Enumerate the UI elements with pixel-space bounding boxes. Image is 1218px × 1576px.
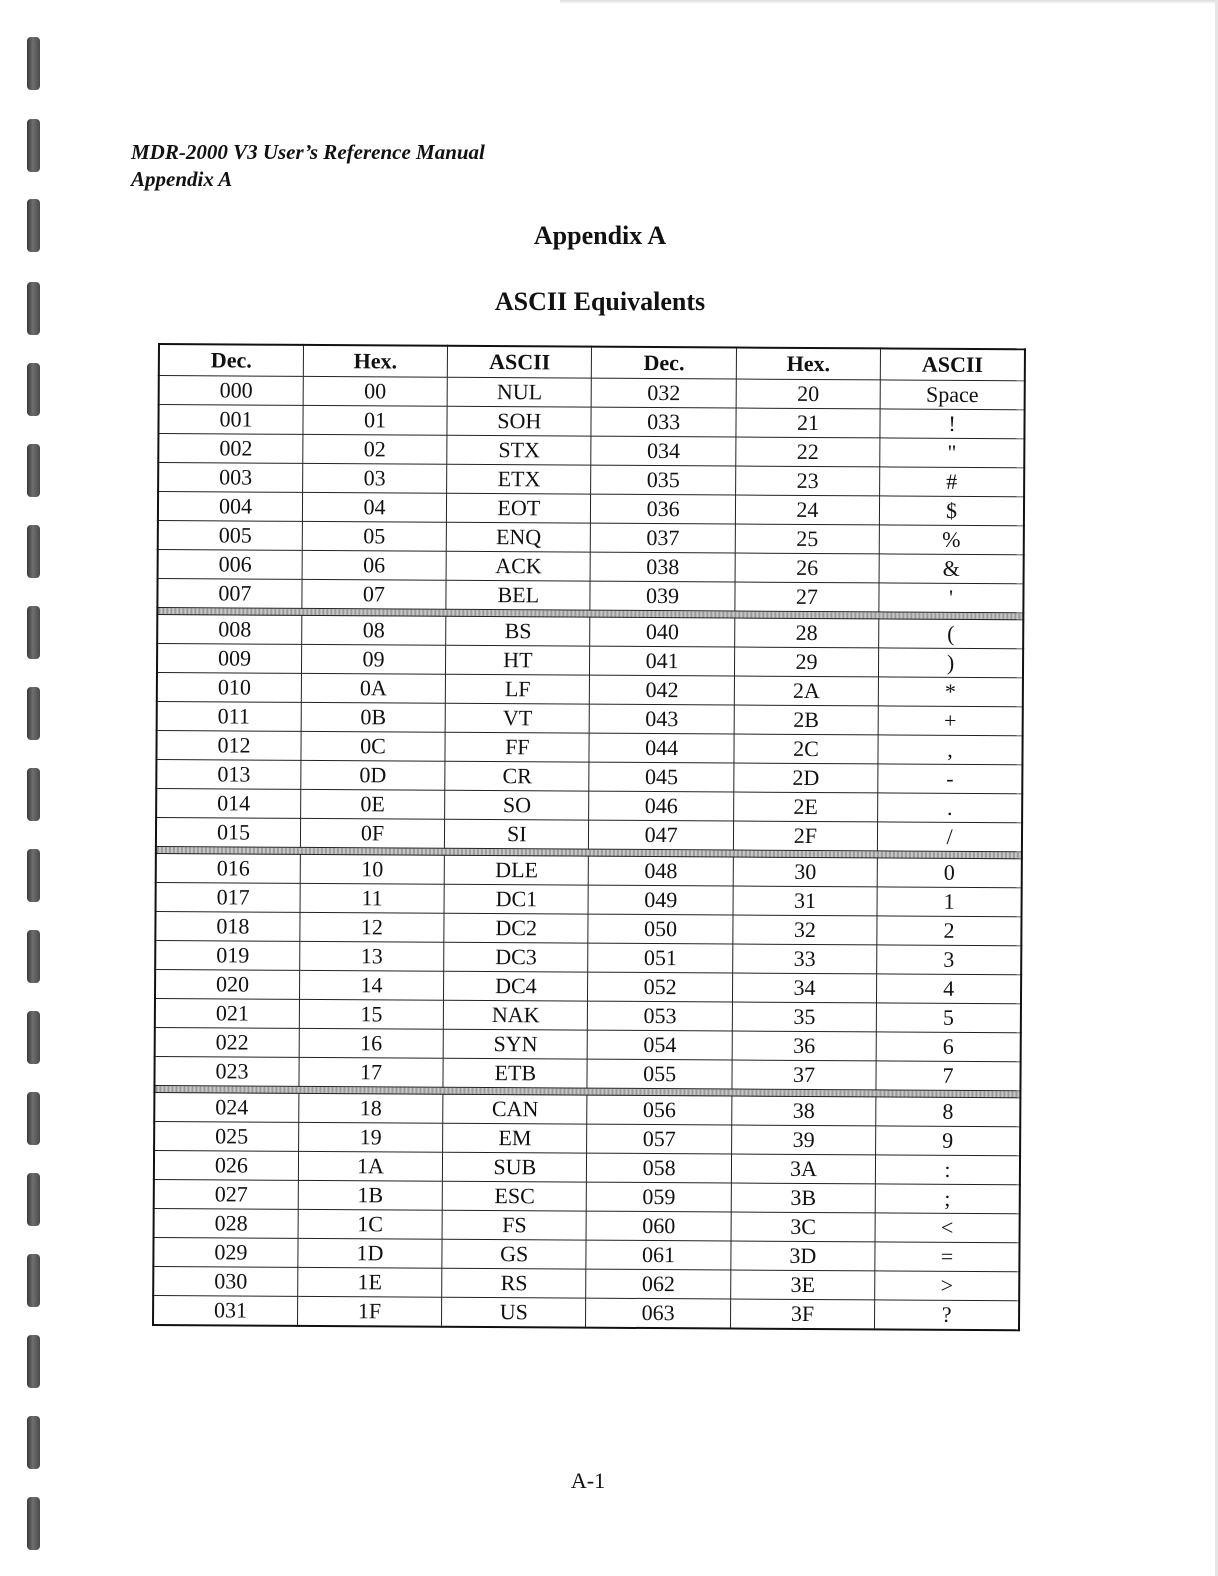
cell-ascii: HT [446,645,591,675]
cell-dec: 057 [587,1124,732,1154]
cell-hex: 27 [735,582,880,612]
cell-ascii: FF [445,732,590,762]
cell-dec: 055 [587,1059,732,1089]
cell-hex: 1A [298,1151,443,1181]
cell-dec: 015 [156,817,301,847]
cell-dec: 034 [591,436,736,466]
cell-dec: 061 [586,1240,731,1270]
cell-hex: 05 [302,521,447,551]
cell-dec: 020 [155,969,300,999]
cell-ascii: ' [879,583,1024,613]
cell-hex: 21 [736,408,881,438]
cell-ascii: 2 [877,916,1022,946]
cell-dec: 056 [587,1095,732,1125]
cell-dec: 038 [591,552,736,582]
binder-hole [27,363,40,416]
cell-hex: 32 [733,915,878,945]
section-label: Appendix A [131,167,233,191]
cell-hex: 36 [732,1031,877,1061]
cell-ascii: NUL [447,377,592,407]
cell-ascii: ENQ [446,522,591,552]
cell-dec: 030 [153,1266,298,1296]
cell-hex: 04 [302,492,447,522]
cell-dec: 023 [154,1056,299,1086]
binder-hole [27,930,40,983]
cell-hex: 15 [299,999,444,1029]
cell-dec: 014 [156,788,301,818]
cell-hex: 13 [299,941,444,971]
ascii-table [152,343,1026,1331]
cell-hex: 37 [732,1060,877,1090]
cell-hex: 30 [733,857,878,887]
cell-ascii: FS [442,1210,587,1240]
cell-hex: 35 [732,1002,877,1032]
column-header-dec: Dec. [159,344,304,376]
cell-hex: 34 [732,973,877,1003]
column-header-hex: Hex. [303,345,448,377]
cell-hex: 1C [298,1209,443,1239]
cell-ascii: NAK [443,1000,588,1030]
cell-ascii: , [878,735,1023,765]
binder-hole [27,1416,40,1469]
column-header-dec: Dec. [592,347,737,379]
cell-dec: 043 [590,704,735,734]
cell-dec: 008 [157,615,302,645]
cell-ascii: # [880,467,1025,497]
cell-dec: 031 [153,1295,298,1325]
cell-ascii: SO [445,790,590,820]
cell-ascii: 8 [876,1097,1021,1127]
cell-dec: 026 [154,1150,299,1180]
cell-dec: 045 [589,762,734,792]
cell-dec: 005 [158,521,303,551]
cell-hex: 29 [734,647,879,677]
cell-ascii: BEL [446,580,591,610]
cell-ascii: ETX [447,464,592,494]
cell-ascii: ACK [446,551,591,581]
page-number: A-1 [570,1468,606,1493]
cell-hex: 3A [731,1154,876,1184]
cell-ascii: $ [880,496,1025,526]
cell-ascii: RS [442,1268,587,1298]
cell-ascii: * [878,677,1023,707]
binder-hole [27,768,40,821]
cell-hex: 20 [736,379,881,409]
cell-dec: 025 [154,1121,299,1151]
cell-hex: 16 [299,1028,444,1058]
cell-ascii: & [879,554,1024,584]
table-row [153,1295,1019,1330]
cell-hex: 00 [303,376,448,406]
cell-dec: 002 [158,434,303,464]
table-body [153,376,1025,1331]
cell-ascii: LF [445,674,590,704]
cell-hex: 18 [299,1093,444,1123]
cell-dec: 039 [590,581,735,611]
binder-hole [27,849,40,902]
cell-hex: 1F [297,1296,442,1326]
cell-hex: 23 [735,466,880,496]
cell-hex: 25 [735,524,880,554]
cell-dec: 021 [155,998,300,1028]
cell-dec: 012 [156,730,301,760]
cell-dec: 007 [157,579,302,609]
cell-hex: 38 [732,1096,877,1126]
cell-ascii: CR [445,761,590,791]
binder-hole [27,1254,40,1307]
cell-dec: 016 [156,853,301,883]
cell-hex: 1E [298,1267,443,1297]
cell-ascii: . [878,793,1023,823]
cell-ascii: 9 [876,1126,1021,1156]
cell-hex: 2A [734,676,879,706]
binder-hole [27,37,40,90]
cell-hex: 19 [298,1122,443,1152]
binder-hole [27,687,40,740]
table-title: ASCII Equivalents [494,287,706,316]
cell-ascii: ESC [442,1181,587,1211]
binder-hole [27,1011,40,1064]
column-header-ascii: ASCII [880,348,1025,380]
cell-ascii: 5 [876,1003,1021,1033]
cell-hex: 2F [733,821,878,851]
cell-hex: 39 [731,1125,876,1155]
cell-hex: 02 [303,434,448,464]
cell-ascii: ( [879,619,1024,649]
cell-ascii: : [876,1155,1021,1185]
cell-dec: 050 [588,914,733,944]
cell-hex: 01 [303,405,448,435]
cell-dec: 000 [159,376,304,406]
cell-ascii: ETB [443,1058,588,1088]
binder-hole [27,525,40,578]
cell-ascii: / [878,822,1023,852]
cell-hex: 03 [302,463,447,493]
cell-hex: 12 [300,912,445,942]
running-header [131,139,485,193]
cell-hex: 17 [299,1057,444,1087]
cell-ascii: VT [445,703,590,733]
cell-hex: 1D [298,1238,443,1268]
cell-hex: 11 [300,883,445,913]
cell-dec: 053 [588,1001,733,1031]
cell-dec: 033 [591,407,736,437]
cell-dec: 018 [155,911,300,941]
cell-hex: 07 [302,579,447,609]
cell-hex: 2E [733,792,878,822]
column-header-hex: Hex. [736,348,881,380]
cell-ascii: CAN [443,1094,588,1124]
cell-dec: 051 [588,943,733,973]
cell-ascii: = [875,1242,1020,1272]
cell-hex: 28 [734,618,879,648]
cell-ascii: 7 [876,1061,1021,1091]
cell-dec: 054 [588,1030,733,1060]
cell-hex: 3E [730,1270,875,1300]
cell-dec: 062 [586,1269,731,1299]
cell-dec: 059 [587,1182,732,1212]
cell-dec: 011 [157,701,302,731]
cell-hex: 08 [301,615,446,645]
cell-hex: 2C [734,734,879,764]
cell-dec: 029 [153,1237,298,1267]
cell-dec: 009 [157,644,302,674]
cell-ascii: SI [445,819,590,849]
cell-hex: 26 [735,553,880,583]
cell-hex: 0B [301,702,446,732]
binder-hole [27,1173,40,1226]
cell-ascii: BS [446,616,591,646]
cell-hex: 09 [301,644,446,674]
cell-dec: 006 [158,550,303,580]
binder-hole [27,1335,40,1388]
cell-dec: 010 [157,672,302,702]
column-header-ascii: ASCII [447,346,592,378]
cell-hex: 3B [731,1183,876,1213]
cell-ascii: > [875,1271,1020,1301]
binder-hole [27,444,40,497]
cell-ascii: ; [875,1184,1020,1214]
cell-ascii: % [879,525,1024,555]
cell-dec: 049 [589,885,734,915]
cell-dec: 052 [588,972,733,1002]
cell-hex: 3C [731,1212,876,1242]
cell-ascii: ! [880,409,1025,439]
cell-hex: 31 [733,886,878,916]
cell-hex: 22 [736,437,881,467]
cell-dec: 028 [154,1208,299,1238]
cell-ascii: < [875,1213,1020,1243]
table-header-row [159,344,1025,381]
manual-title: MDR-2000 V3 User’s Reference Manual [131,140,485,164]
appendix-title: Appendix A [533,221,667,250]
cell-dec: 037 [591,523,736,553]
cell-ascii: US [442,1297,587,1327]
cell-dec: 040 [590,617,735,647]
cell-dec: 060 [587,1211,732,1241]
cell-ascii: 0 [877,858,1022,888]
cell-dec: 027 [154,1179,299,1209]
cell-ascii: 4 [877,974,1022,1004]
cell-dec: 001 [158,405,303,435]
cell-hex: 2B [734,705,879,735]
cell-hex: 0D [301,760,446,790]
cell-ascii: 1 [877,887,1022,917]
cell-ascii: SYN [443,1029,588,1059]
cell-hex: 3F [730,1299,875,1329]
cell-ascii: ? [875,1300,1020,1330]
page-top-shadow [560,0,1218,4]
binder-hole [27,1092,40,1145]
cell-dec: 058 [587,1153,732,1183]
cell-hex: 0C [301,731,446,761]
cell-hex: 3D [731,1241,876,1271]
cell-ascii: DLE [444,855,589,885]
ascii-table-container [152,343,1026,1331]
cell-ascii: EM [443,1123,588,1153]
cell-hex: 0F [300,818,445,848]
cell-hex: 24 [735,495,880,525]
binder-hole [27,1497,40,1550]
cell-ascii: DC1 [444,884,589,914]
cell-hex: 1B [298,1180,443,1210]
cell-dec: 022 [155,1027,300,1057]
cell-dec: 017 [156,882,301,912]
cell-ascii: 6 [876,1032,1021,1062]
cell-ascii: SOH [447,406,592,436]
cell-dec: 035 [591,465,736,495]
cell-ascii: ) [879,648,1024,678]
binder-hole [27,119,40,172]
cell-dec: 013 [156,759,301,789]
cell-ascii: - [878,764,1023,794]
cell-ascii: Space [880,380,1025,410]
cell-hex: 10 [300,854,445,884]
cell-hex: 06 [302,550,447,580]
binder-hole [27,606,40,659]
cell-hex: 2D [734,763,879,793]
cell-hex: 33 [732,944,877,974]
cell-dec: 046 [589,791,734,821]
cell-ascii: 3 [877,945,1022,975]
cell-dec: 019 [155,940,300,970]
cell-hex: 0E [300,789,445,819]
cell-dec: 003 [158,463,303,493]
cell-dec: 036 [591,494,736,524]
cell-ascii: GS [442,1239,587,1269]
cell-hex: 14 [299,970,444,1000]
cell-dec: 041 [590,646,735,676]
cell-dec: 032 [592,378,737,408]
cell-ascii: DC3 [444,942,589,972]
cell-ascii: + [878,706,1023,736]
cell-ascii: STX [447,435,592,465]
cell-dec: 024 [154,1092,299,1122]
cell-dec: 042 [590,675,735,705]
cell-hex: 0A [301,673,446,703]
cell-dec: 044 [589,733,734,763]
cell-ascii: SUB [443,1152,588,1182]
cell-ascii: " [880,438,1025,468]
cell-ascii: EOT [447,493,592,523]
cell-ascii: DC2 [444,913,589,943]
cell-dec: 047 [589,820,734,850]
cell-dec: 048 [589,856,734,886]
cell-ascii: DC4 [444,971,589,1001]
cell-dec: 063 [586,1298,731,1328]
cell-dec: 004 [158,492,303,522]
